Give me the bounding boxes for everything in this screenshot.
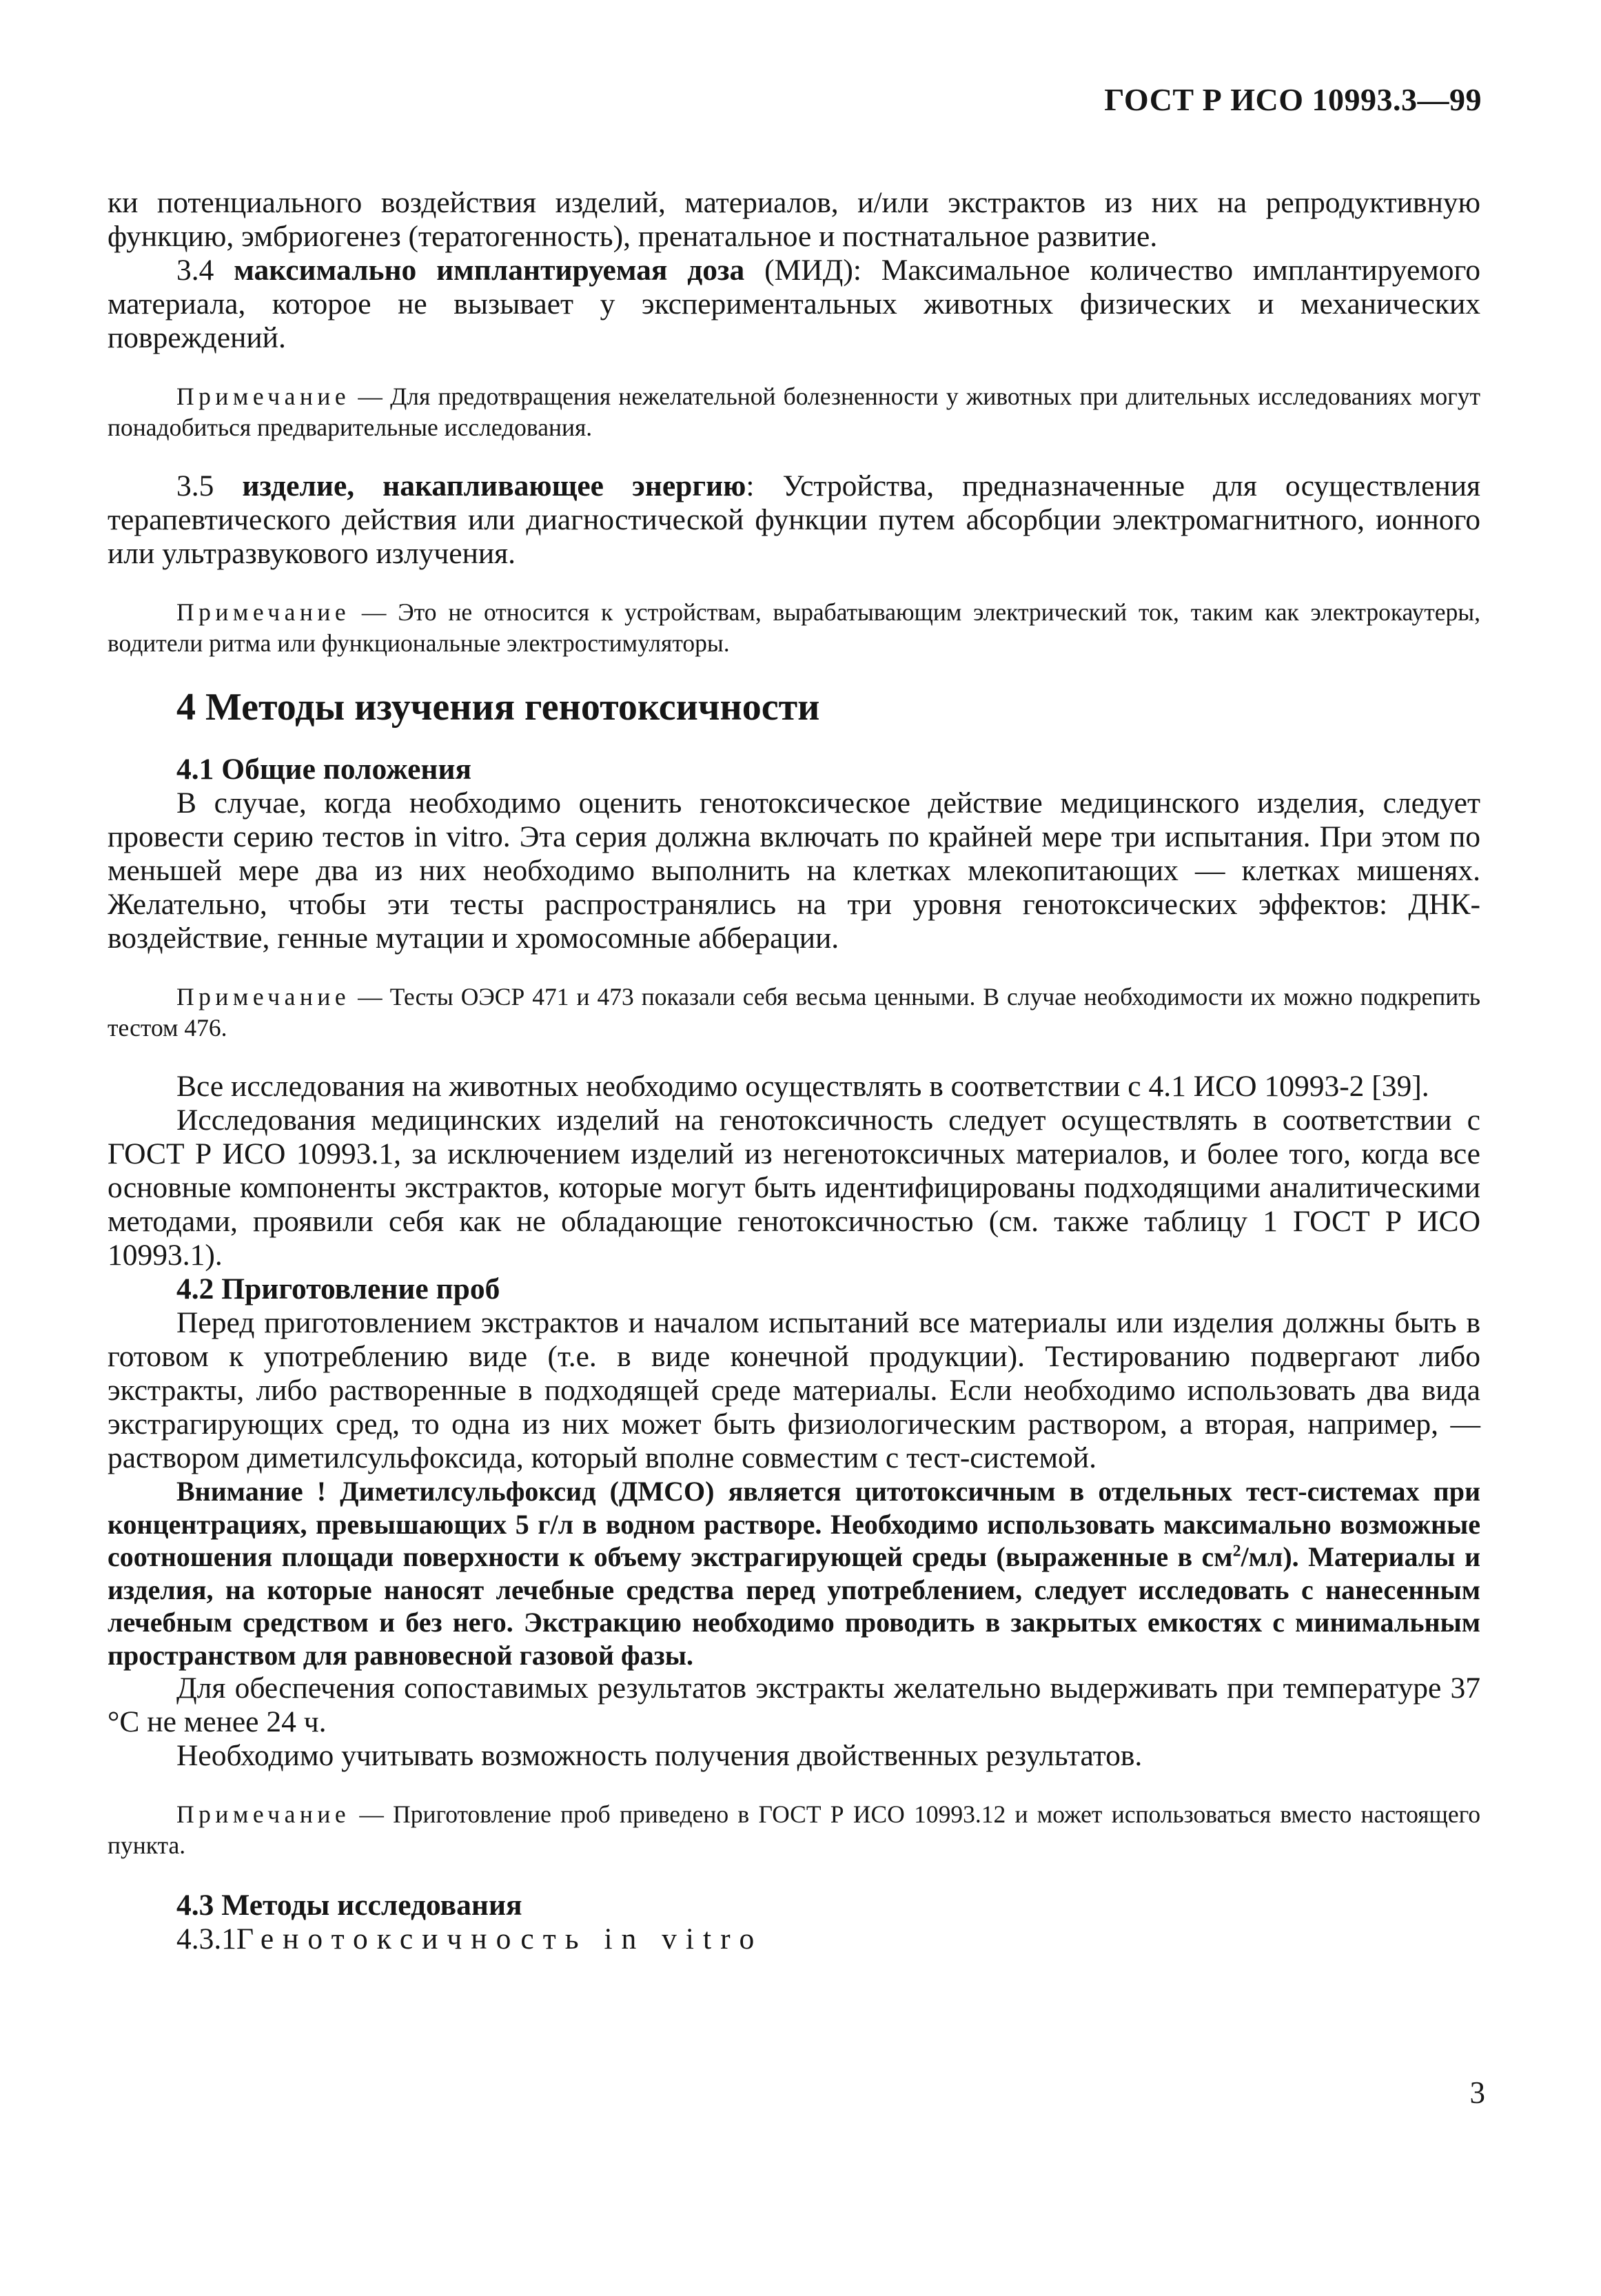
subsection-number: 4.3.1 [176,1922,236,1955]
note-text: Это не относится к устройствам, вырабатывающим электрический ток, таким как электрокаутеры, водители ритма или функциональные электростимуляторы. [108,598,1481,657]
paragraph-4-1-1: В случае, когда необходимо оценить генотоксическое действие медицинского изделия, следует провести серию тестов in vitro. Эта серия должна включать по крайней мере три испытания. При этом по меньшей мере два из них необходимо выполнить на клетках млекопитающих — клетках мишенях. Желательно, чтобы эти тесты распространялись на три уровня генотоксических эффектов: ДНК-воздействие, генные мутации и хромосомные абберации. [108,786,1480,955]
definition-number: 3.5 [176,469,214,502]
paragraph-4-2-3: Необходимо учитывать возможность получения двойственных результатов. [176,1739,1143,1772]
definition-text: : Устройства, предназначенные для осуществления терапевтического действия или диагностической функции путем абсорбции электромагнитного, ионного или ультразвукового излучения. [108,469,1480,570]
note-4-1 [108,982,1480,1044]
paragraph-4-2-1: Перед приготовлением экстрактов и началом испытаний все материалы или изделия должны быть в готовом к употреблению виде (т.е. в виде конечной продукции). Тестированию подвергают либо экстракты, либо растворенные в подходящей среде материалы. Если необходимо использовать два вида экстрагирующих сред, то одна из них может быть физиологическим раствором, а вторая, например, — раствором диметилсульфоксида, который вполне совместим с тест-системой. [108,1306,1480,1474]
note-label: Примечание [176,1800,351,1828]
definition-term: максимально имплантируемая доза [234,254,745,287]
note-1 [108,381,1480,443]
note-dash: — [350,598,398,626]
note-label: Примечание [176,383,351,410]
superscript: 2 [1232,1542,1241,1561]
warning-paragraph [108,1475,1480,1672]
document-header: ГОСТ Р ИСО 10993.3—99 [1104,82,1482,117]
note-dash: — [350,383,391,410]
definition-term: изделие, накапливающее энергию [242,469,746,502]
note-2 [108,597,1480,659]
paragraph-4-2-2: Для обеспечения сопоставимых результатов экстракты желательно выдерживать при температуре 37 °С не менее 24 ч. [108,1672,1480,1738]
subsection-4-1-title: 4.1 Общие положения [176,753,472,786]
definition-text: (МИД): Максимальное количество имплантируемого материала, которое не вызывает у экспериментальных животных физических и механических повреждений. [108,254,1481,354]
paragraph-4-1-2: Все исследования на животных необходимо осуществлять в соответствии с 4.1 ИСО 10993-2 [39]. [176,1070,1429,1103]
page-number: 3 [1469,2075,1485,2110]
document-body [108,186,1480,1956]
note-dash: — [350,1800,394,1828]
note-text: Приготовление проб приведено в ГОСТ Р ИСО 10993.12 и может использоваться вместо настоящего пункта. [108,1800,1481,1859]
note-text: Для предотвращения нежелательной болезненности у животных при длительных исследованиях могут понадобиться предварительные исследования. [108,383,1481,441]
note-4-2 [108,1799,1480,1861]
note-text: Тесты ОЭСР 471 и 473 показали себя весьма ценными. В случае необходимости их можно подкрепить тестом 476. [108,983,1480,1042]
note-dash: — [350,983,390,1010]
subsection-4-3-title: 4.3 Методы исследования [176,1889,522,1922]
definition-3-4 [108,254,1480,355]
note-label: Примечание [176,598,351,626]
subsection-4-3-1 [108,1922,1480,1956]
continued-paragraph: ки потенциального воздействия изделий, материалов, и/или экстрактов из них на репродуктивную функцию, эмбриогенез (тератогенность), пренатальное и постнатальное развитие. [108,186,1480,253]
definition-number: 3.4 [176,254,214,287]
warning-text-end: /мл). Материалы и изделия, на которые наносят лечебные средства перед употреблением, следует исследовать с нанесенным лечебным средством и без него. Экстракцию необходимо проводить в закрытых емкостях с минимальным пространством для равновесной газовой фазы. [108,1541,1481,1671]
warning-text: Внимание ! Диметилсульфоксид (ДМСО) является цитотоксичным в отдельных тест-системах при концентрациях, превышающих 5 г/л в водном растворе. Необходимо использовать максимально возможные соотношения площади поверхности к объему экстрагирующей среды (выраженные в см [108,1476,1480,1572]
note-label: Примечание [176,983,351,1010]
section-4-title: 4 Методы изучения генотоксичности [176,686,820,729]
paragraph-4-1-3: Исследования медицинских изделий на генотоксичность следует осуществлять в соответствии с ГОСТ Р ИСО 10993.1, за исключением изделий из негенотоксичных материалов, и более того, когда все основные компоненты экстрактов, которые могут быть идентифицированы подходящими аналитическими методами, проявили себя как не обладающие генотоксичностью (см. также таблицу 1 ГОСТ Р ИСО 10993.1). [108,1104,1480,1272]
subsection-title: Генотоксичность in vitro [236,1922,764,1955]
definition-3-5 [108,469,1480,571]
subsection-4-2-title: 4.2 Приготовление проб [176,1272,500,1306]
